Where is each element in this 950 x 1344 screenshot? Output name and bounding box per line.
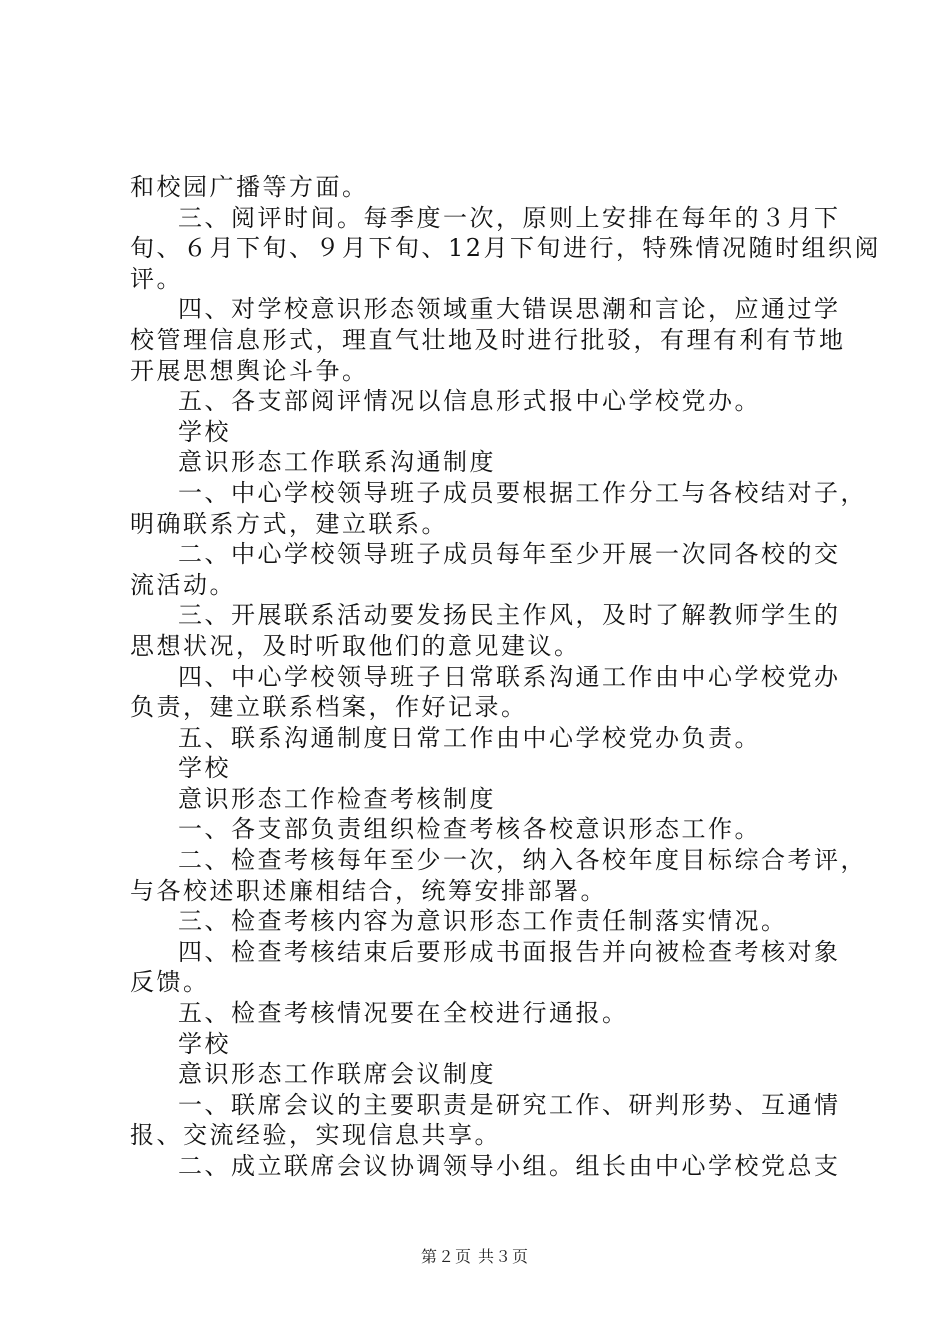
text-line: 五、联系沟通制度日常工作由中心学校党办负责。 (178, 723, 761, 752)
text-line: 二、检查考核每年至少一次，纳入各校年度目标综合考评， (178, 846, 867, 875)
text-line: 评。 (130, 264, 183, 293)
text-line: 和校园广播等方面。 (130, 173, 369, 201)
document-body (130, 172, 882, 1182)
text-line: 意识形态工作联系沟通制度 (178, 448, 496, 477)
text-line: 负责，建立联系档案，作好记录。 (130, 693, 528, 722)
text-line: 思想状况，及时听取他们的意见建议。 (130, 631, 581, 660)
text-line: 校管理信息形式，理直气壮地及时进行批驳，有理有利有节地 (130, 325, 846, 354)
text-line: 五、各支部阅评情况以信息形式报中心学校党办。 (178, 387, 761, 416)
text-line: 二、中心学校领导班子成员每年至少开展一次同各校的交 (178, 540, 841, 569)
text-line: 开展思想舆论斗争。 (130, 356, 369, 385)
text-line: 二、成立联席会议协调领导小组。组长由中心学校党总支 (178, 1152, 841, 1180)
text-line: 学校 (178, 417, 231, 446)
text-line: 明确联系方式，建立联系。 (130, 509, 448, 538)
text-line: 旬、６月下旬、９月下旬、12月下旬进行，特殊情况随时组织阅 (130, 234, 882, 263)
text-line: 意识形态工作检查考核制度 (178, 784, 496, 813)
text-line: 三、开展联系活动要发扬民主作风，及时了解教师学生的 (178, 601, 841, 630)
text-line: 四、对学校意识形态领域重大错误思潮和言论，应通过学 (178, 295, 841, 324)
text-line: 三、阅评时间。每季度一次，原则上安排在每年的３月下 (178, 203, 841, 232)
text-line: 反馈。 (130, 968, 210, 997)
text-line: 一、各支部负责组织检查考核各校意识形态工作。 (178, 815, 761, 844)
text-line: 与各校述职述廉相结合，统筹安排部署。 (130, 876, 607, 905)
text-line: 流活动。 (130, 570, 236, 599)
text-line: 报、交流经验，实现信息共享。 (130, 1121, 501, 1150)
text-line: 意识形态工作联席会议制度 (178, 1060, 496, 1089)
text-line: 四、中心学校领导班子日常联系沟通工作由中心学校党办 (178, 662, 841, 691)
text-line: 三、检查考核内容为意识形态工作责任制落实情况。 (178, 907, 788, 936)
page-footer: 第２页 共３页 (420, 1247, 530, 1266)
text-line: 五、检查考核情况要在全校进行通报。 (178, 999, 629, 1028)
text-line: 四、检查考核结束后要形成书面报告并向被检查考核对象 (178, 937, 841, 966)
text-line: 一、中心学校领导班子成员要根据工作分工与各校结对子， (178, 478, 867, 507)
text-line: 一、联席会议的主要职责是研究工作、研判形势、互通情 (178, 1090, 841, 1119)
text-line: 学校 (178, 754, 231, 783)
text-line: 学校 (178, 1029, 231, 1058)
